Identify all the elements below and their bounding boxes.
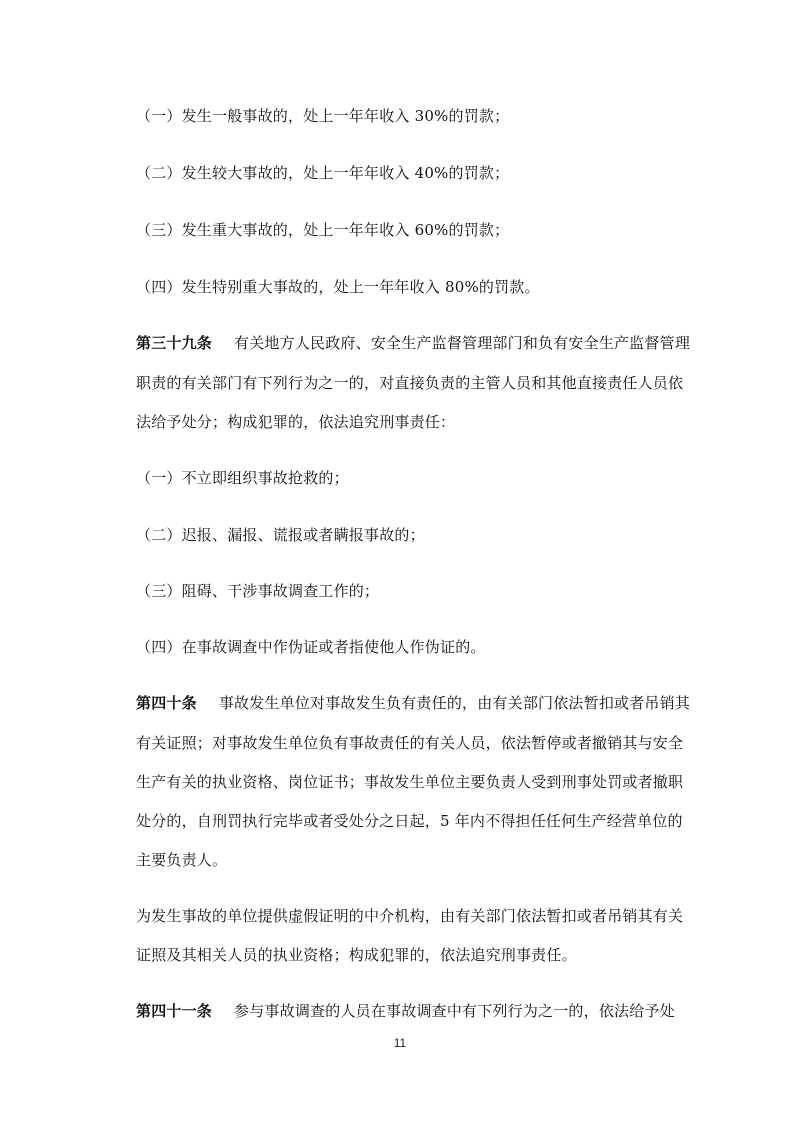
article-41-text-1: 参与事故调查的人员在事故调查中有下列行为之一的，依法给予处: [234, 1002, 675, 1020]
penalty-item-3: （三）发生重大事故的，处上一年年收入 60%的罚款；: [136, 221, 510, 239]
article-40-heading: 第四十条: [136, 694, 197, 712]
article-39-heading: 第三十九条: [136, 334, 213, 352]
article-40-para2-line-1: 为发生事故的单位提供虚假证明的中介机构，由有关部门依法暂扣或者吊销其有关: [136, 907, 684, 925]
article-40-line-3: 生产有关的执业资格、岗位证书；事故发生单位主要负责人受到刑事处罚或者撤职: [136, 773, 684, 791]
article-40-line-5: 主要负责人。: [136, 851, 228, 869]
page-number: 11: [393, 1036, 407, 1050]
penalty-item-2: （二）发生较大事故的，处上一年年收入 40%的罚款；: [136, 164, 510, 182]
article-39-item-1: （一）不立即组织事故抢救的；: [136, 469, 349, 487]
penalty-item-4: （四）发生特别重大事故的，处上一年年收入 80%的罚款。: [136, 278, 540, 296]
article-41-line-1: [136, 1001, 676, 1021]
article-40-para2-line-2: 证照及其相关人员的执业资格；构成犯罪的，依法追究刑事责任。: [136, 946, 577, 964]
article-39-item-4: （四）在事故调查中作伪证或者指使他人作伪证的。: [136, 638, 486, 656]
article-40-line-1: [136, 693, 691, 713]
article-40-text-1: 事故发生单位对事故发生负有责任的，由有关部门依法暂扣或者吊销其: [218, 694, 691, 712]
penalty-item-1: （一）发生一般事故的，处上一年年收入 30%的罚款；: [136, 107, 510, 125]
article-39-line-3: 法给予处分；构成犯罪的，依法追究刑事责任：: [136, 413, 456, 431]
article-41-heading: 第四十一条: [136, 1002, 213, 1020]
article-40-line-2: 有关证照；对事故发生单位负有事故责任的有关人员，依法暂停或者撤销其与安全: [136, 734, 684, 752]
article-40-line-4: 处分的，自刑罚执行完毕或者受处分之日起，5 年内不得担任任何生产经营单位的: [136, 812, 683, 830]
article-39-text-1: 有关地方人民政府、安全生产监督管理部门和负有安全生产监督管理: [234, 334, 691, 352]
article-39-item-2: （二）迟报、漏报、谎报或者瞒报事故的；: [136, 526, 425, 544]
article-39-line-1: [136, 333, 691, 353]
article-39-item-3: （三）阻碍、干涉事故调查工作的；: [136, 582, 380, 600]
article-39-line-2: 职责的有关部门有下列行为之一的，对直接负责的主管人员和其他直接责任人员依: [136, 374, 684, 392]
